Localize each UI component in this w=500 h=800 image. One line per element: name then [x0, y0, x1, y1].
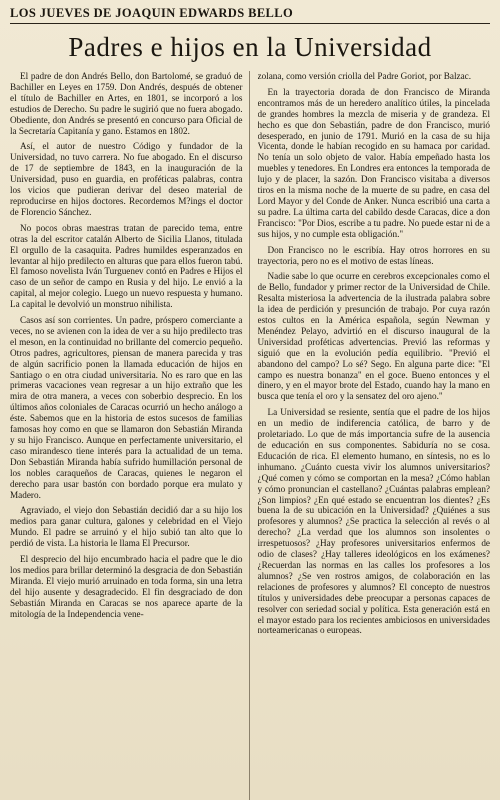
paragraph: No pocos obras maestras tratan de parecido tema, entre otras la del escritor catalán Alberto de Sicilia Llanos, titulada El orgullo de la casaquita. Padres humildes esperanzados en levantar al hijo predilecto en alturas que para ellos fueron tabú. El famoso novelista Iván Turguenev contó en Padres e Hijos el caso de un señor de campo en Rusia y del hijo. Le envió a la capital, al mejor colegio. Luego un nuevo respuesta y humano. La capital le devolvió un monstruo nihilista.: [10, 222, 243, 310]
paragraph: El desprecio del hijo encumbrado hacia el padre que le dio los medios para brillar determinó la desgracia de don Sebastián Miranda. El viejo murió arruinado en toda forma, sin una letra del hijo ausente y desagradecido. El fin desgraciado de don Sebastián Miranda en Caracas se nos aparece aparte de la mitología de la Independencia vene-: [10, 554, 243, 619]
paragraph: zolana, como versión criolla del Padre Goriot, por Balzac.: [257, 71, 472, 81]
article-title: Padres e hijos en la Universidad: [68, 32, 432, 62]
paragraph: Agraviado, el viejo don Sebastián decidió dar a su hijo los medios para ganar cultura, galones y celebridad en el Viejo Mundo. El padre se arruinó y el hijo subió tan alto que lo perdió de vista. La historia le llama El Precursor.: [10, 505, 243, 549]
paragraph: En la trayectoria dorada de don Francisco de Miranda encontramos más de un heredero analítico útiles, la pincelada de grandes hombres la mezcla de miseria y de grandeza. El hecho es que don Sebastián, padre de don Francisco, murió desesperado, en junio de 1791. Murió en la casa de su hija Vicenta, donde le habían recogido en su hamaca por caridad. No tenía un solo objeto de valor. Había empeñado hasta los muebles y tenedores. En Londres era entonces la temporada de lujo y de placer, la sazón. Don Francisco visitaba a diversos tiros en la misma noche de la muerte de su padre, en casa del Lord Mayor y del Conde de Anker. Nunca escribió una carta a su padre. La última carta del cabildo desde Caracas, dice a don Francisco: "Por Dios, escribe a tu padre. No puede estar ni de a sus hijos, y no cumple esta obligación.": [257, 86, 490, 239]
paragraph: Nadie sabe lo que ocurre en cerebros excepcionales como el de Bello, fundador y primer rector de la Universidad de Chile. Resalta misteriosa la advertencia de la ilustrada palabra sobre la idea de perdición y presunción de trabajo. Por cuya razón estos cultos en la América española, según Newman y Menéndez Pelayo, advirtió en el discurso inaugural de la Universidad proféticas advertencias. Previó las reformas y siguió que en la evolución pedía equilibrio. "Previó el abandono del campo? Lo sé? Sego. En alguna parte dice: "El campo es nuestra bonanza" en el goce. Bueno entonces y el dinero, y en el mayor brote del Estado, cuando hay la mano en busca que tenía el oro y la sensatez del oro ajeno.": [257, 271, 490, 402]
right-column: [258, 71, 491, 800]
paragraph: Así, el autor de nuestro Código y fundador de la Universidad, no tuvo carrera. No fue abogado. En el discurso de 17 de septiembre de 1843, en la inauguración de la Universidad, puso en guardia, en proféticas palabras, contra los vicios que pudieran derivar del deseo material de reproducirse en hijos doctores. Recordemos M?ings el doctor de Florencio Sánchez.: [10, 141, 243, 217]
paragraph: La Universidad se resiente, sentía que el padre de los hijos en un medio de indiferencia católica, de barro y de proletariado. Lo que de más importancia sufre de la ausencia de educación en sus componentes. Sabiduría no se cosa. Educación de rica. El elemento humano, en síntesis, no es lo inhumano. ¿Cuánto cuesta vivir los alumnos universitarios? ¿Qué comen y cómo se comportan en la mesa? ¿Cómo hablan y cómo pronuncian el castellano? ¿Cuántas palabras emplean? ¿Son limpios? ¿En qué estado se encuentran los dientes? ¿Es buena la de su ubicación en la Universidad? ¿Quiénes a sus profesores y alumnos? ¿Se practica la selección al revés o al derecho? ¿La verdad que los alumnos son insolentes o irrespetuosos? ¿Hay profesores universitarios enfermos de odio de clases? ¿Hay talleres ideológicos en los exámenes? ¿Recuerdan las normas en las calles los profesores a los alumnos? ¿Se ven rostros amigos, de colaboración en las relaciones de profesores y alumnos? El concepto de nuestros títulos y universidades debe preocupar a personas capaces de resolver con seriedad social y política. Esta generación está en el mayor estado para los recientes ambiciosos en universidades norteamericanas o europeas.: [257, 407, 490, 636]
column-series-header: LOS JUEVES DE JOAQUIN EDWARDS BELLO: [10, 6, 490, 24]
paragraph: Don Francisco no le escribía. Hay otros horrores en su trayectoria, pero no es el motivo de estas líneas.: [257, 244, 490, 266]
paragraph: El padre de don Andrés Bello, don Bartolomé, se graduó de Bachiller en Leyes en 1759. Don Andrés, después de obtener el título de Bachiller en Artes, en 1801, se incorporó a los estudios de Derecho. Su padre le sugirió que no fuera abogado. Obediente, don Andrés se presentó en concurso para Oficial de la Secretaría Capitanía y gano. Estamos en 1802.: [10, 71, 243, 136]
left-column: [10, 71, 250, 800]
paragraph: Casos así son corrientes. Un padre, próspero comerciante a veces, no se avienen con la idea de ver a su hijo predilecto tras el meson, en la continuidad no brillante del comercio pequeño. Otros padres, agricultores, piensan de manera parecida y tras de algún sacrificio ponen la llamada educación de hijos en Santiago o en otra ciudad universitaria. No es raro que en las primeras vacaciones vean regresar a un hijo extraño que les mira de otra manera, a veces con soberbio desprecio. En los últimos años coloniales de Caracas ocurrió un hecho análogo a éste. Sabemos que en la historia de estos sucesos de familias famosas hoy como en que se llamaron don Sebastián Miranda y su hijo Francisco. Aunque en perfectamente universitario, el caso mirandesco tiene interés para la actualidad de un tema. Don Sebastián Miranda había sufrido humillación personal de los nobles caraqueños de Caracas, quienes le negaron el derecho para usar bastón con bordado porque era mulato y Madero.: [10, 315, 243, 500]
article-body: [10, 71, 490, 800]
